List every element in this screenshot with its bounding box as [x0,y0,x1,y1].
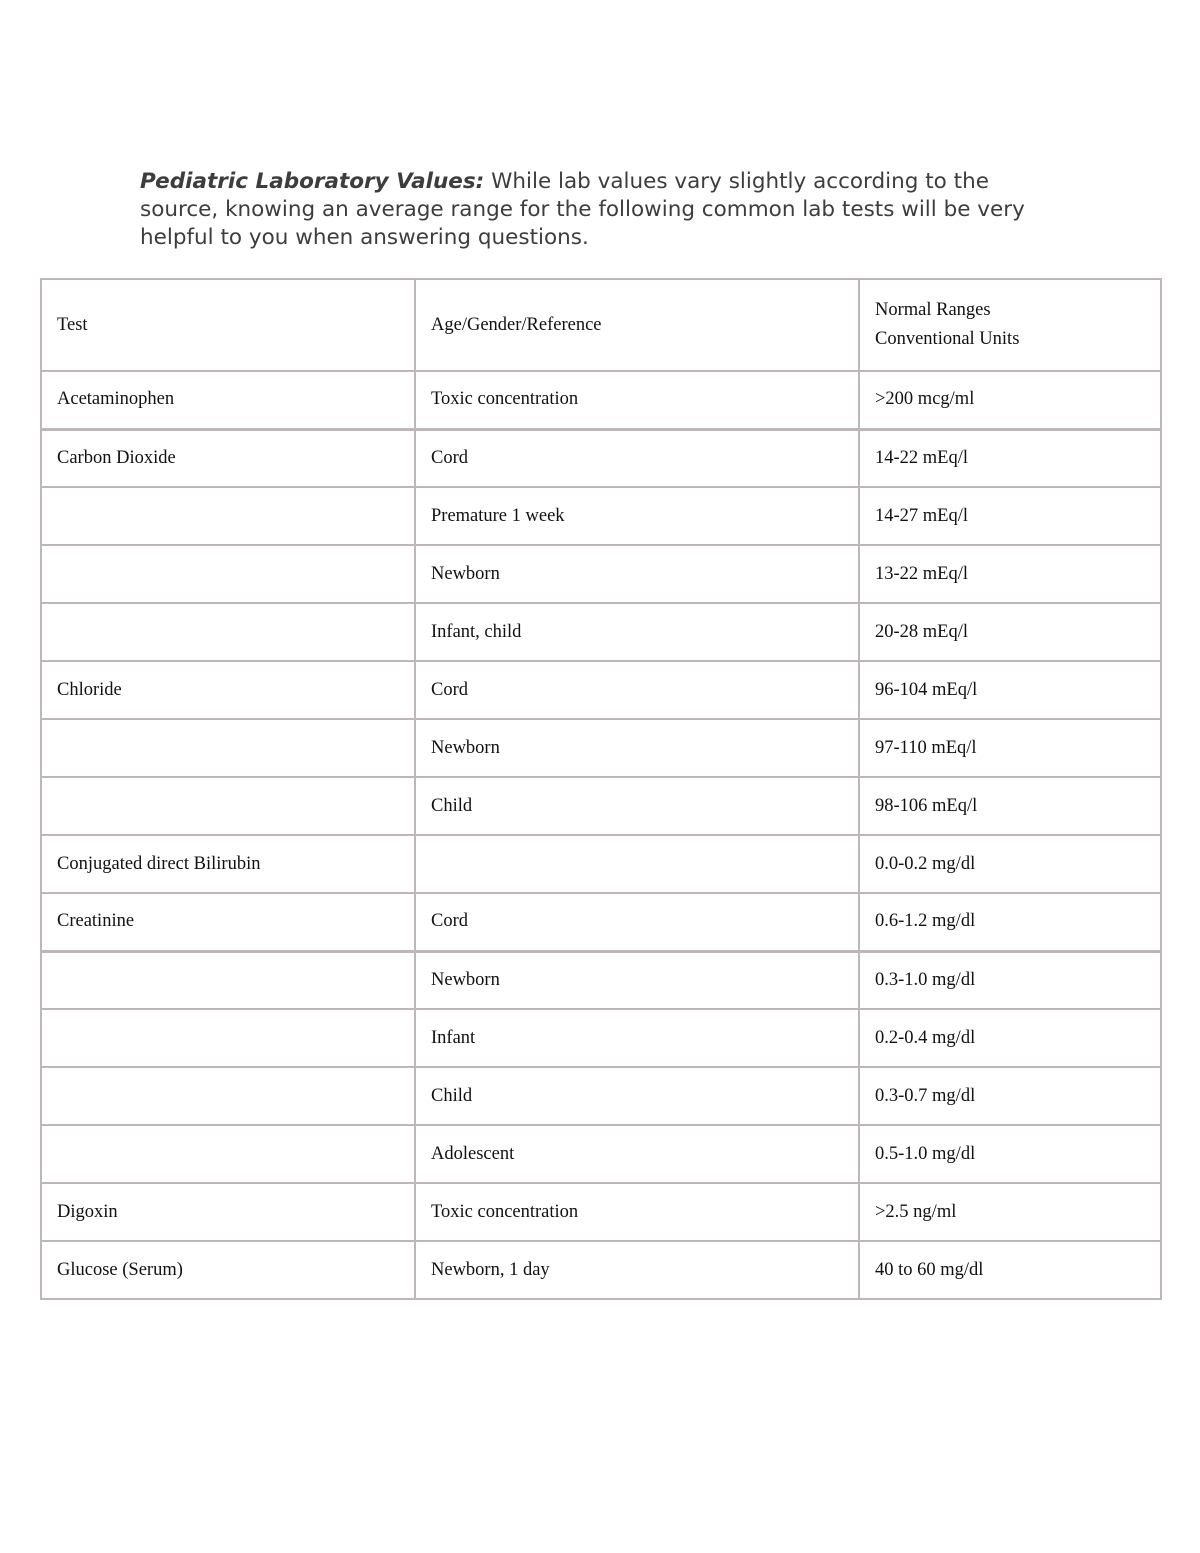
cell-reference: Newborn [415,719,859,777]
table-row [41,371,1161,429]
table-row [41,951,1161,1009]
cell-reference: Cord [415,429,859,487]
intro-paragraph [140,168,1040,252]
cell-reference: Infant [415,1009,859,1067]
cell-reference: Child [415,1067,859,1125]
cell-test: Carbon Dioxide [41,429,415,487]
table-row [41,1125,1161,1183]
cell-range: 0.0-0.2 mg/dl [859,835,1161,893]
cell-range: 20-28 mEq/l [859,603,1161,661]
cell-range: 96-104 mEq/l [859,661,1161,719]
table-row [41,893,1161,951]
cell-range: 13-22 mEq/l [859,545,1161,603]
cell-test [41,603,415,661]
cell-range: >2.5 ng/ml [859,1183,1161,1241]
cell-test [41,1009,415,1067]
cell-test [41,1125,415,1183]
cell-reference: Toxic concentration [415,371,859,429]
cell-test: Digoxin [41,1183,415,1241]
cell-test [41,719,415,777]
cell-reference: Toxic concentration [415,1183,859,1241]
cell-range: 0.5-1.0 mg/dl [859,1125,1161,1183]
cell-range: 98-106 mEq/l [859,777,1161,835]
table-row [41,1241,1161,1299]
header-range-line1: Normal Ranges [875,300,991,320]
cell-test: Chloride [41,661,415,719]
table-row [41,719,1161,777]
header-test: Test [41,279,415,371]
table-row [41,545,1161,603]
cell-range: 14-22 mEq/l [859,429,1161,487]
cell-range: 0.3-1.0 mg/dl [859,951,1161,1009]
table-row [41,487,1161,545]
header-range-line2: Conventional Units [875,329,1020,349]
header-range [859,279,1161,371]
cell-test: Acetaminophen [41,371,415,429]
cell-test: Glucose (Serum) [41,1241,415,1299]
cell-range: 40 to 60 mg/dl [859,1241,1161,1299]
cell-test [41,777,415,835]
cell-range: 0.6-1.2 mg/dl [859,893,1161,951]
header-reference: Age/Gender/Reference [415,279,859,371]
intro-lead: Pediatric Laboratory Values: [140,169,485,194]
cell-reference: Premature 1 week [415,487,859,545]
table-row [41,603,1161,661]
cell-range: 0.2-0.4 mg/dl [859,1009,1161,1067]
cell-reference: Infant, child [415,603,859,661]
table-row [41,835,1161,893]
table-row [41,1067,1161,1125]
table-row [41,1009,1161,1067]
cell-reference [415,835,859,893]
cell-test [41,545,415,603]
cell-reference: Child [415,777,859,835]
table-header-row [41,279,1161,371]
cell-test [41,951,415,1009]
cell-test: Conjugated direct Bilirubin [41,835,415,893]
table-body [41,371,1161,1299]
table-row [41,1183,1161,1241]
cell-reference: Newborn [415,545,859,603]
cell-range: >200 mcg/ml [859,371,1161,429]
cell-range: 97-110 mEq/l [859,719,1161,777]
cell-range: 0.3-0.7 mg/dl [859,1067,1161,1125]
cell-range: 14-27 mEq/l [859,487,1161,545]
cell-reference: Cord [415,893,859,951]
cell-test: Creatinine [41,893,415,951]
cell-test [41,487,415,545]
cell-reference: Newborn [415,951,859,1009]
table-row [41,777,1161,835]
cell-reference: Cord [415,661,859,719]
lab-values-table [40,278,1162,1300]
cell-test [41,1067,415,1125]
cell-reference: Newborn, 1 day [415,1241,859,1299]
table-row [41,661,1161,719]
intro-text: While lab values vary slightly according to the source, knowing an average range for the following common lab tests will be very helpful to you when answering questions. [140,169,1025,250]
cell-reference: Adolescent [415,1125,859,1183]
table-row [41,429,1161,487]
